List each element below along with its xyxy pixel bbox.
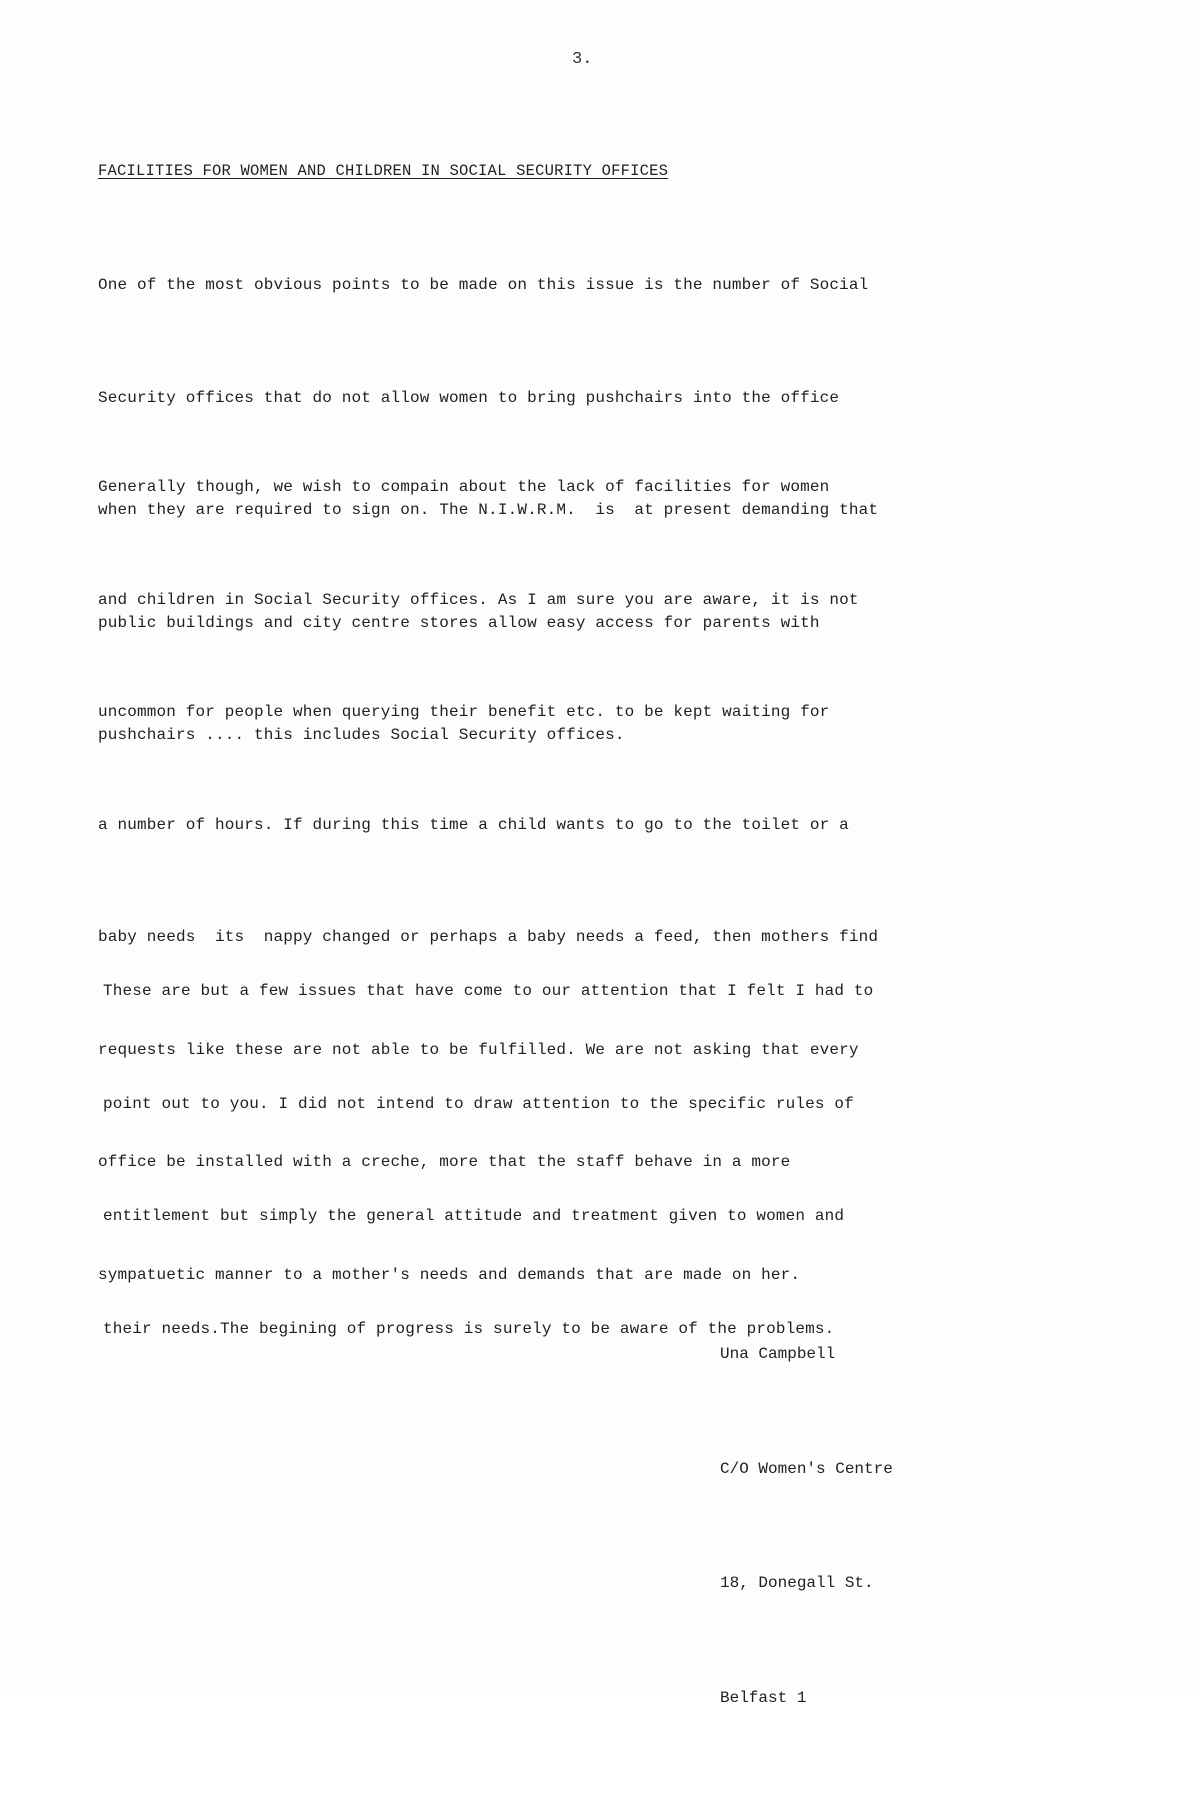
signature-care-of: C/O Women's Centre	[720, 1459, 893, 1478]
text-line: public buildings and city centre stores allow easy access for parents with	[98, 613, 820, 632]
text-line: Generally though, we wish to compain about the lack of facilities for women	[98, 478, 830, 496]
text-line: sympatuetic manner to a mother's needs and demands that are made on her.	[98, 1265, 801, 1284]
text-line: Security offices that do not allow women to bring pushchairs into the office	[98, 388, 840, 407]
text-line: baby needs its nappy changed or perhaps a baby needs a feed, then mothers find	[98, 928, 879, 946]
text-line: and children in Social Security offices. As I am sure you are aware, it is not	[98, 590, 859, 609]
text-line: These are but a few issues that have come to our attention that I felt I had to	[103, 982, 874, 1000]
text-line: uncommon for people when querying their benefit etc. to be kept waiting for	[98, 703, 830, 721]
page-number: 3.	[572, 50, 593, 69]
text-line: requests like these are not able to be fulfilled. We are not asking that every	[98, 1040, 859, 1059]
text-line: when they are required to sign on. The N.I.W.R.M. is at present demanding that	[98, 501, 879, 519]
section-heading: FACILITIES FOR WOMEN AND CHILDREN IN SOCIAL SECURITY OFFICES	[98, 162, 669, 180]
signature-street: 18, Donegall St.	[720, 1574, 874, 1592]
signature-block	[720, 1258, 893, 1793]
signature-name: Una Campbell	[720, 1345, 836, 1363]
text-line: a number of hours. If during this time a child wants to go to the toilet or a	[98, 815, 849, 834]
text-line: their needs.The begining of progress is surely to be aware of the problems.	[103, 1319, 835, 1338]
text-line: office be installed with a creche, more that the staff behave in a more	[98, 1153, 791, 1171]
signature-city: Belfast 1	[720, 1688, 807, 1707]
text-line: entitlement but simply the general attitude and treatment given to women and	[103, 1207, 845, 1225]
text-line: One of the most obvious points to be made on this issue is the number of Social	[98, 276, 869, 294]
text-line: point out to you. I did not intend to draw attention to the specific rules of	[103, 1094, 854, 1113]
text-line: pushchairs .... this includes Social Security offices.	[98, 726, 625, 744]
